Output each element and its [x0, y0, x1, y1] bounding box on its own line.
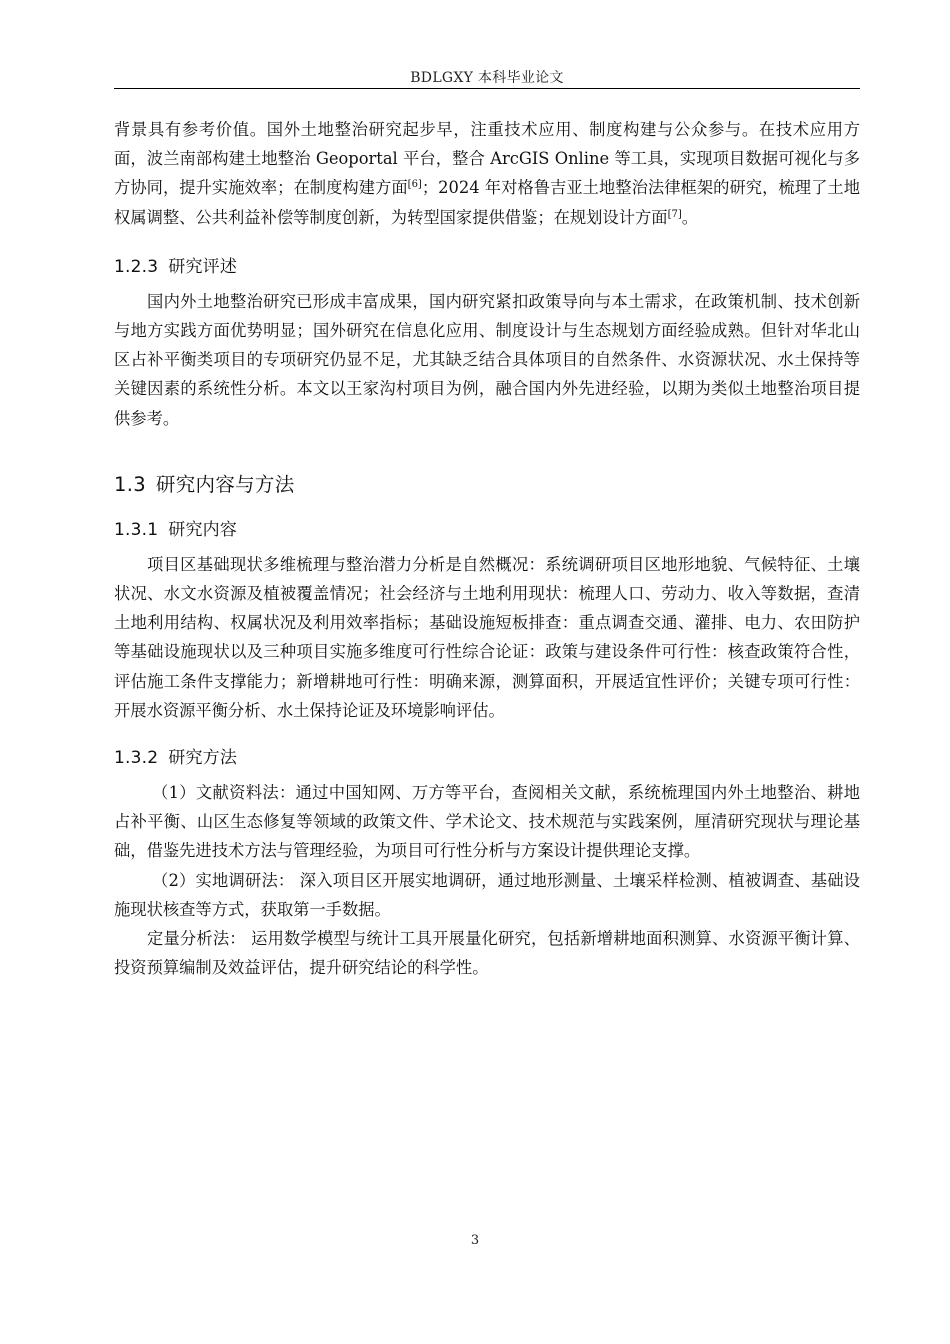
section-number: 1.3.1 [114, 519, 159, 540]
intro-paragraph [114, 115, 860, 232]
page-content [114, 115, 860, 982]
method-item-fieldwork: （2）实地调研法： 深入项目区开展实地调研，通过地形测量、土壤采样检测、植被调查、基础设施现状核查等方式，获取第一手数据。 [114, 870, 860, 919]
review-paragraph: 国内外土地整治研究已形成丰富成果，国内研究紧扣政策导向与本土需求，在政策机制、技术创新与地方实践方面优势明显；国外研究在信息化应用、制度设计与生态规划方面经验成熟。但针对华北山区占补平衡类项目的专项研究仍显不足，尤其缺乏结合具体项目的自然条件、水资源状况、水土保持等关键因素的系统性分析。本文以王家沟村项目为例，融合国内外先进经验，以期为类似土地整治项目提供参考。 [114, 291, 860, 428]
section-heading-1-3-2 [114, 743, 860, 768]
header-rule [114, 88, 860, 89]
section-title: 研究内容与方法 [155, 472, 295, 496]
section-heading-1-3-1 [114, 515, 860, 540]
section-number: 1.3 [114, 472, 146, 496]
content-paragraph: 项目区基础现状多维梳理与整治潜力分析是自然概况：系统调研项目区地形地貌、气候特征、土壤状况、水文水资源及植被覆盖情况；社会经济与土地利用现状：梳理人口、劳动力、收入等数据，查清土地利用结构、权属状况及利用效率指标；基础设施短板排查：重点调查交通、灌排、电力、农田防护等基础设施现状以及三种项目实施多维度可行性综合论证：政策与建设条件可行性：核查政策符合性，评估施工条件支撑能力；新增耕地可行性：明确来源，测算面积，开展适宜性评价；关键专项可行性：开展水资源平衡分析、水土保持论证及环境影响评估。 [114, 554, 860, 720]
section-title: 研究内容 [168, 519, 238, 540]
citation-7: [7] [667, 208, 682, 220]
section-heading-1-3 [114, 469, 860, 497]
method-item-literature: （1）文献资料法：通过中国知网、万方等平台，查阅相关文献，系统梳理国内外土地整治、耕地占补平衡、山区生态修复等领域的政策文件、学术论文、技术规范与实践案例，厘清研究现状与理论基础，借鉴先进技术方法与管理经验，为项目可行性分析与方案设计提供理论支撑。 [114, 783, 860, 861]
method-item-quantitative: 定量分析法： 运用数学模型与统计工具开展量化研究，包括新增耕地面积测算、水资源平衡计算、投资预算编制及效益评估，提升研究结论的科学性。 [114, 929, 860, 978]
section-title: 研究评述 [168, 256, 238, 277]
citation-6: [6] [407, 179, 422, 191]
section-title: 研究方法 [168, 748, 238, 769]
section-heading-1-2-3 [114, 252, 860, 277]
running-header: BDLGXY 本科毕业论文 [410, 70, 564, 86]
section-number: 1.2.3 [114, 256, 159, 277]
intro-text-c: 。 [681, 207, 699, 227]
intro-text-b: ；2024 年对格鲁吉亚土地整治法律框架的研究，梳理了土地权属调整、公共利益补偿等制度创新，为转型国家提供借鉴；在规划设计方面 [114, 178, 860, 227]
intro-text-a: 背景具有参考价值。国外土地整治研究起步早，注重技术应用、制度构建与公众参与。在技术应用方面，波兰南部构建土地整治 Geoportal 平台，整合 ArcGIS Online 等工具，实现项目数据可视化与多方协同，提升实施效率；在制度构建方面 [114, 120, 860, 198]
page-number: 3 [470, 1233, 480, 1248]
section-number: 1.3.2 [114, 748, 159, 769]
